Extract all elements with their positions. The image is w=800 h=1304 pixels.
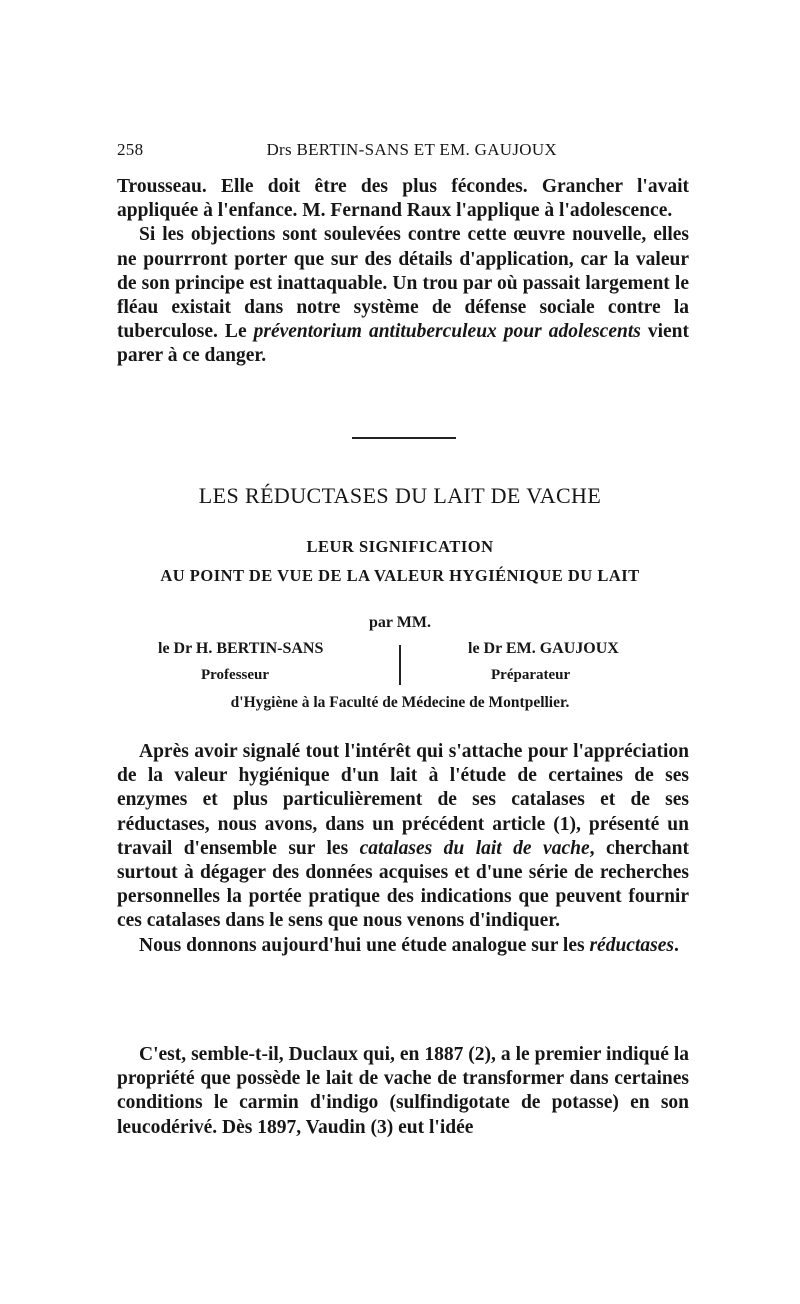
body-paragraph-3: C'est, semble-t-il, Duclaux qui, en 1887 (2), a le premier indiqué la propriété que possède le lait de vache de transformer dans certaines conditions le carmin d'indigo (sulfindigotate de potasse) en son leucodérivé. Dès 1897, Vaudin (3) eut l'idée bbox=[117, 1044, 689, 1138]
body-paragraph-2-start: Nous donnons aujourd'hui une étude analogue sur les bbox=[139, 934, 590, 956]
intro-text bbox=[117, 175, 689, 369]
intro-paragraph-2-italic: préventorium antituberculeux pour adolescents bbox=[253, 321, 641, 343]
intro-paragraph-1: Trousseau. Elle doit être des plus fécondes. Grancher l'avait appliquée à l'enfance. M. Fernand Raux l'applique à l'adolescence. bbox=[117, 176, 689, 222]
running-header bbox=[117, 140, 557, 164]
body-paragraph-2 bbox=[117, 934, 689, 958]
body-paragraph-2-end: . bbox=[673, 934, 679, 956]
article-body-continued bbox=[117, 1043, 689, 1140]
running-title: Drs BERTIN-SANS ET EM. GAUJOUX bbox=[266, 140, 557, 159]
author-separator bbox=[399, 645, 401, 685]
author-right: le Dr EM. GAUJOUX bbox=[468, 640, 619, 657]
section-divider bbox=[352, 437, 456, 439]
article-title: LES RÉDUCTASES DU LAIT DE VACHE bbox=[198, 483, 602, 508]
body-paragraph-1-italic: catalases du lait de vache bbox=[359, 837, 590, 859]
affiliation: d'Hygiène à la Faculté de Médecine de Montpellier. bbox=[230, 694, 570, 711]
intro-paragraph-2-end: vient parer à ce danger. bbox=[117, 321, 689, 367]
role-right: Préparateur bbox=[491, 667, 571, 683]
body-paragraph-2-italic: réductases bbox=[589, 934, 674, 956]
body-paragraph-1-start: Après avoir signalé tout l'intérêt qui s'attache pour l'appréciation de la valeur hygiénique d'un lait à l'étude de certaines de ses enzymes et plus particulièrement de ses catalases et de ses réductases, nous avons, dans un précédent article (1), présenté un travail d'ensemble sur les bbox=[117, 741, 689, 859]
author-left: le Dr H. BERTIN-SANS bbox=[158, 640, 324, 657]
intro-paragraph-2-start: Si les objections sont soulevées contre cette œuvre nouvelle, elles ne pourrront porter que sur des détails d'application, car la valeur de son principe est inattaquable. Un trou par où passait largement le fléau existait dans notre système de défense sociale contre la tuberculose. Le bbox=[117, 224, 689, 343]
article-body bbox=[117, 740, 689, 958]
article-subtitle-1: LEUR SIGNIFICATION bbox=[306, 537, 494, 556]
role-left: Professeur bbox=[201, 667, 270, 683]
page-number: 258 bbox=[117, 140, 144, 159]
article-subtitle-2: AU POINT DE VUE DE LA VALEUR HYGIÉNIQUE DU LAIT bbox=[160, 566, 640, 585]
body-paragraph-1-end: , cherchant surtout à dégager des données acquises et d'une série de recherches personnelles la portée pratique des indications que peuvent fournir ces catalases dans le sens que nous venons d'indiquer. bbox=[117, 837, 690, 932]
intro-paragraph-2 bbox=[117, 223, 689, 368]
body-paragraph-1 bbox=[117, 740, 689, 934]
byline: par MM. bbox=[369, 614, 431, 631]
